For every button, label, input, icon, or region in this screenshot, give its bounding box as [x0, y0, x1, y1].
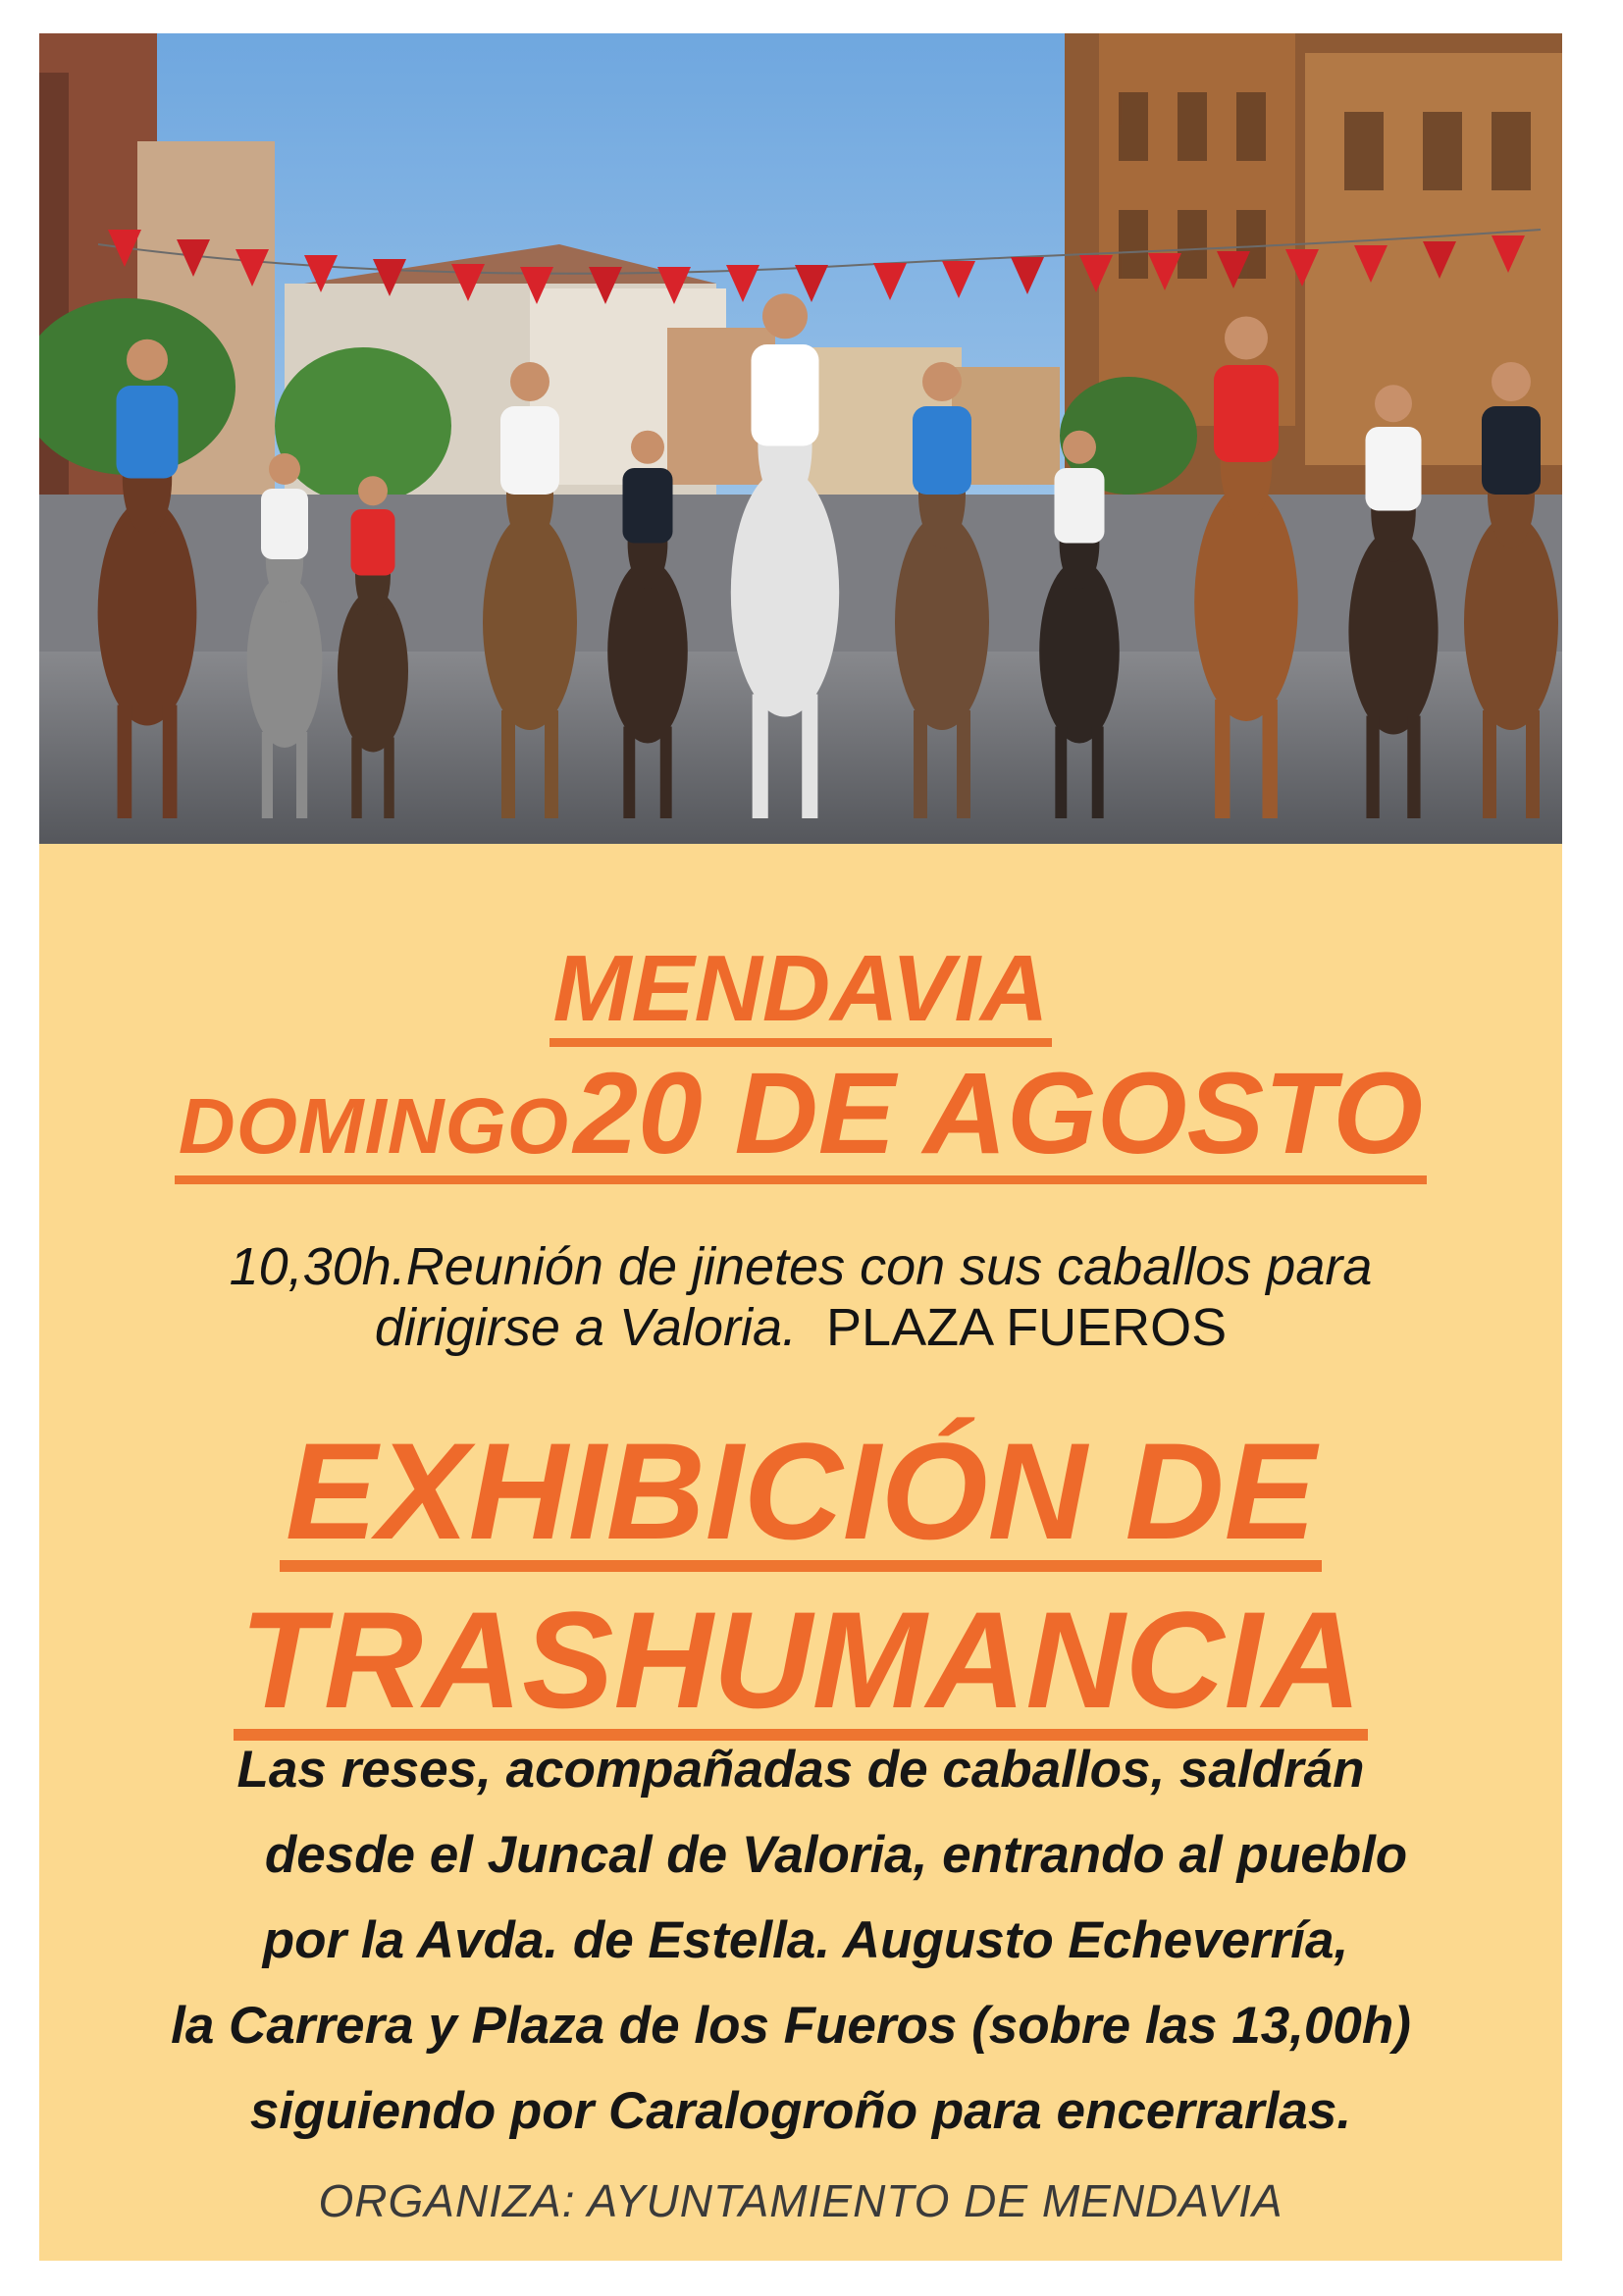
poster-panel — [39, 844, 1562, 2261]
description-line-3: por la Avda. de Estella. Augusto Echeverría, — [262, 1911, 1349, 1969]
town-heading — [39, 936, 1562, 1047]
event-title-line-2: TRASHUMANCIA — [234, 1592, 1367, 1741]
event-description — [39, 1727, 1562, 2154]
event-date: 20 DE AGOSTO — [573, 1049, 1424, 1178]
description-line-1: Las reses, acompañadas de caballos, saldrán — [236, 1741, 1365, 1799]
header-photo — [39, 33, 1562, 844]
meeting-info — [39, 1236, 1562, 1358]
organizer-line: ORGANIZA: AYUNTAMIENTO DE MENDAVIA — [318, 2175, 1283, 2226]
event-title-line-1: EXHIBICIÓN DE — [280, 1423, 1322, 1572]
meeting-line-1: 10,30h.Reunión de jinetes con sus caballos para — [229, 1237, 1373, 1296]
event-title — [39, 1414, 1562, 1741]
town-name: MENDAVIA — [550, 942, 1053, 1047]
day-of-week: DOMINGO — [178, 1082, 570, 1170]
description-line-5: siguiendo por Caralogroño para encerrarlas. — [249, 2082, 1352, 2140]
riders-street-photo — [39, 33, 1562, 844]
meeting-line-2 — [39, 1297, 1562, 1358]
date-heading — [39, 1049, 1562, 1184]
description-line-4: la Carrera y Plaza de los Fueros (sobre las 13,00h) — [171, 1997, 1411, 2055]
meeting-destination: dirigirse a Valoria. — [374, 1298, 798, 1357]
description-line-2: desde el Juncal de Valoria, entrando al pueblo — [264, 1826, 1408, 1884]
meeting-place: PLAZA FUEROS — [826, 1298, 1228, 1357]
